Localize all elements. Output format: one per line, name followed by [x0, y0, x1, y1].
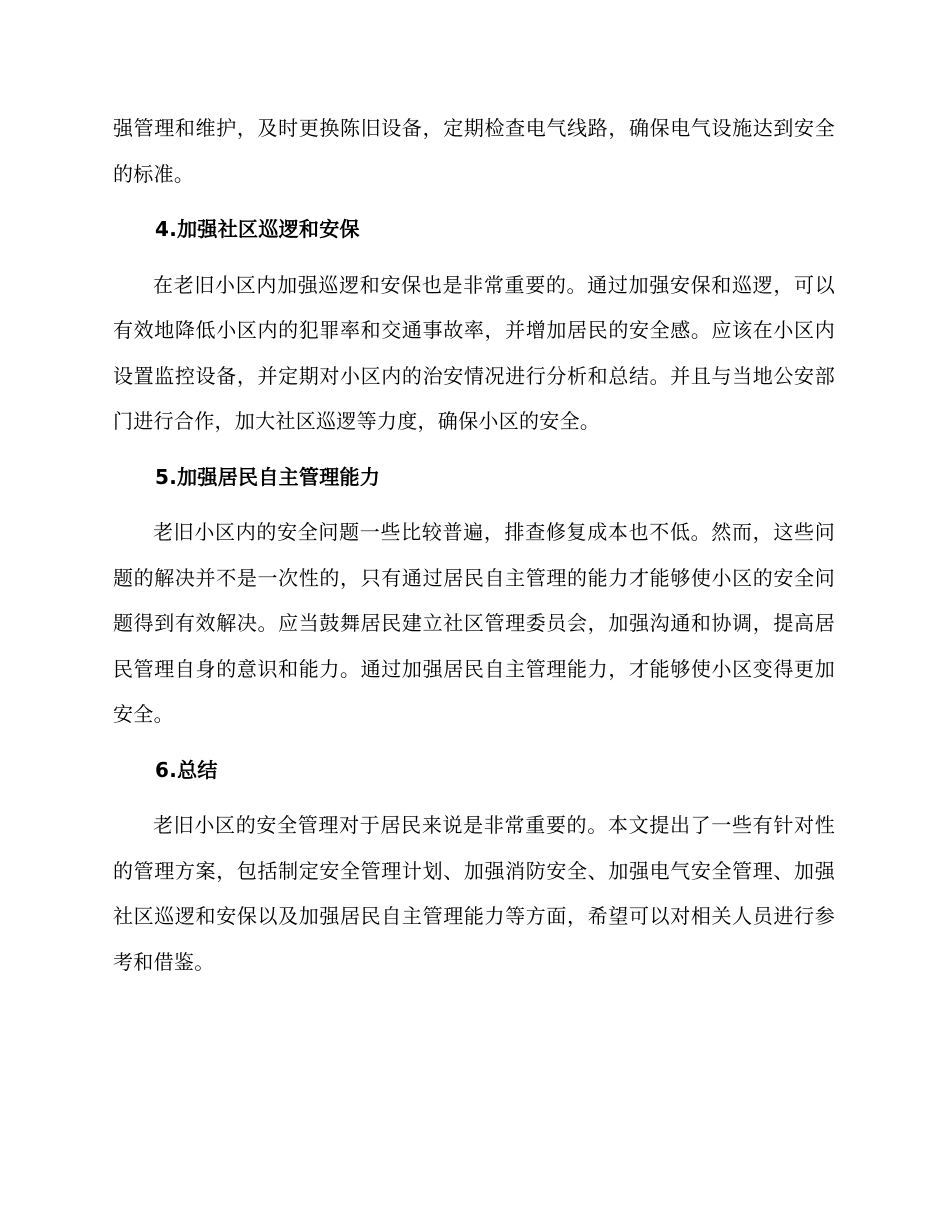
- section-heading-patrol-security: 4.加强社区巡逻和安保: [155, 217, 360, 241]
- section-heading-self-management: 5.加强居民自主管理能力: [155, 464, 381, 489]
- section-paragraph-summary: 老旧小区的安全管理对于居民来说是非常重要的。本文提出了一些有针对性的管理方案，包括制定安全管理计划、加强消防安全、加强电气安全管理、加强社区巡逻和安保以及加强居民自主管理能力等方面，希望可以对相关人员进行参考和借鉴。: [113, 813, 835, 974]
- section-paragraph-patrol-security: 在老旧小区内加强巡逻和安保也是非常重要的。通过加强安保和巡逻，可以有效地降低小区内的犯罪率和交通事故率，并增加居民的安全感。应该在小区内设置监控设备，并定期对小区内的治安情况进行分析和总结。并且与当地公安部门进行合作，加大社区巡逻等力度，确保小区的安全。: [113, 272, 835, 433]
- section-paragraph-self-management: 老旧小区内的安全问题一些比较普遍，排查修复成本也不低。然而，这些问题的解决并不是一次性的，只有通过居民自主管理的能力才能够使小区的安全问题得到有效解决。应当鼓舞居民建立社区管理委员会，加强沟通和协调，提高居民管理自身的意识和能力。通过加强居民自主管理能力，才能够使小区变得更加安全。: [113, 520, 835, 726]
- section-heading-summary: 6.总结: [155, 757, 218, 782]
- document-body: [113, 106, 835, 985]
- intro-paragraph: 强管理和维护，及时更换陈旧设备，定期检查电气线路，确保电气设施达到安全的标准。: [113, 116, 835, 186]
